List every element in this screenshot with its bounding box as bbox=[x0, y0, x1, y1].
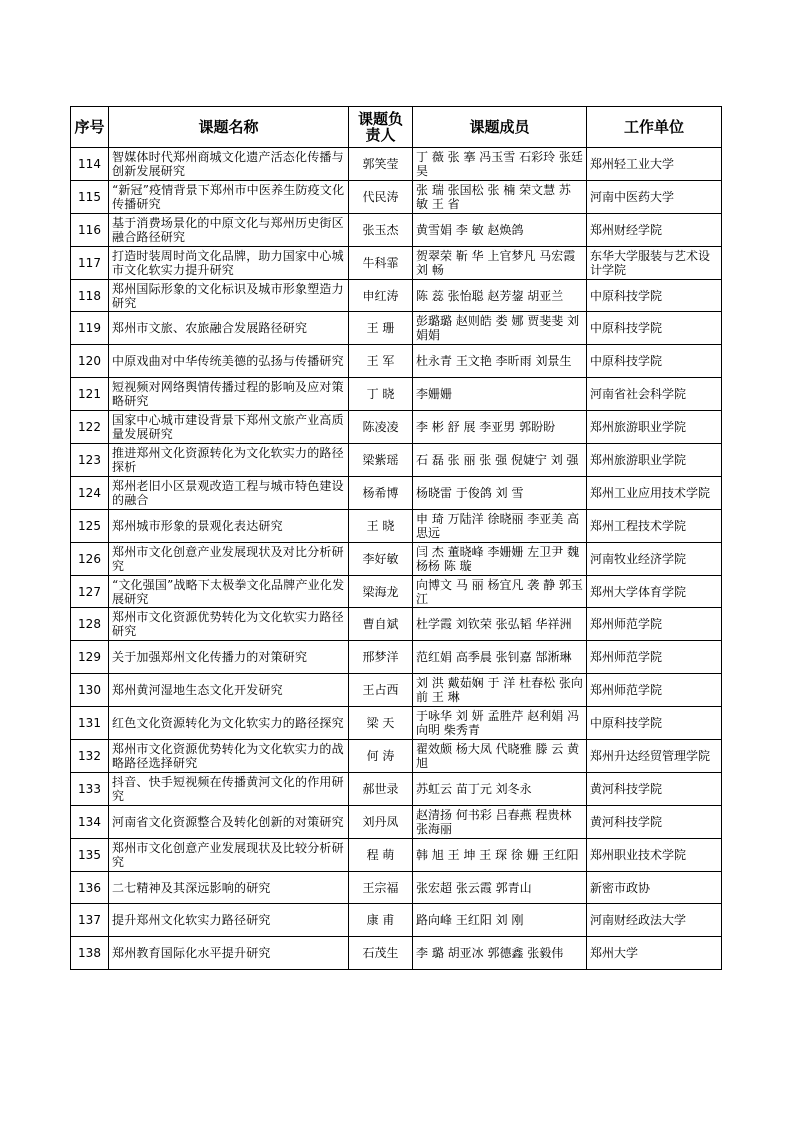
row-lead: 梁紫瑶 bbox=[349, 444, 413, 477]
header-row bbox=[71, 107, 722, 148]
row-lead: 王占西 bbox=[349, 674, 413, 707]
row-org: 郑州师范学院 bbox=[587, 608, 722, 641]
row-org: 郑州工业应用技术学院 bbox=[587, 476, 722, 509]
row-org: 郑州大学 bbox=[587, 937, 722, 970]
row-title: 关于加强郑州文化传播力的对策研究 bbox=[109, 641, 349, 674]
row-num: 128 bbox=[71, 608, 109, 641]
row-title: 郑州老旧小区景观改造工程与城市特色建设的融合 bbox=[109, 476, 349, 509]
row-num: 119 bbox=[71, 312, 109, 345]
row-org: 中原科技学院 bbox=[587, 345, 722, 378]
row-title: 中原戏曲对中华传统美德的弘扬与传播研究 bbox=[109, 345, 349, 378]
row-title: 郑州市文化资源优势转化为文化软实力路径研究 bbox=[109, 608, 349, 641]
table-row bbox=[71, 148, 722, 181]
row-title: 河南省文化资源整合及转化创新的对策研究 bbox=[109, 805, 349, 838]
row-lead: 王宗福 bbox=[349, 871, 413, 904]
row-lead: 王 军 bbox=[349, 345, 413, 378]
row-num: 123 bbox=[71, 444, 109, 477]
header-members: 课题成员 bbox=[413, 107, 587, 148]
row-title: 智媒体时代郑州商城文化遗产活态化传播与创新发展研究 bbox=[109, 148, 349, 181]
row-lead: 刘丹凤 bbox=[349, 805, 413, 838]
row-lead: 王 珊 bbox=[349, 312, 413, 345]
row-members: 杜学霞 刘钦荣 张弘韬 华祥洲 bbox=[413, 608, 587, 641]
table-row bbox=[71, 509, 722, 542]
row-num: 129 bbox=[71, 641, 109, 674]
row-org: 黄河科技学院 bbox=[587, 772, 722, 805]
table-row bbox=[71, 641, 722, 674]
row-lead: 石茂生 bbox=[349, 937, 413, 970]
row-org: 中原科技学院 bbox=[587, 707, 722, 740]
row-num: 122 bbox=[71, 411, 109, 444]
row-lead: 何 涛 bbox=[349, 740, 413, 773]
row-num: 120 bbox=[71, 345, 109, 378]
row-members: 李 彬 舒 展 李亚男 郭盼盼 bbox=[413, 411, 587, 444]
row-lead: 牛科霏 bbox=[349, 246, 413, 279]
row-members: 贺翠荣 靳 华 上官梦凡 马宏霞 刘 畅 bbox=[413, 246, 587, 279]
table-row bbox=[71, 904, 722, 937]
table-row bbox=[71, 674, 722, 707]
table-row bbox=[71, 444, 722, 477]
row-org: 郑州旅游职业学院 bbox=[587, 444, 722, 477]
row-num: 130 bbox=[71, 674, 109, 707]
row-members: 范红娟 高季晨 张钊嘉 郜淅琳 bbox=[413, 641, 587, 674]
row-members: 石 磊 张 丽 张 强 倪婕宁 刘 强 bbox=[413, 444, 587, 477]
row-lead: 郭笑莹 bbox=[349, 148, 413, 181]
row-num: 115 bbox=[71, 180, 109, 213]
row-title: “文化强国”战略下太极拳文化品牌产业化发展研究 bbox=[109, 575, 349, 608]
row-title: 郑州市文旅、农旅融合发展路径研究 bbox=[109, 312, 349, 345]
row-lead: 梁海龙 bbox=[349, 575, 413, 608]
row-num: 125 bbox=[71, 509, 109, 542]
row-lead: 康 甫 bbox=[349, 904, 413, 937]
row-num: 127 bbox=[71, 575, 109, 608]
row-members: 杨晓雷 于俊鸽 刘 雪 bbox=[413, 476, 587, 509]
table-row bbox=[71, 378, 722, 411]
row-members: 申 琦 万陆洋 徐晓丽 李亚美 高思远 bbox=[413, 509, 587, 542]
row-lead: 梁 天 bbox=[349, 707, 413, 740]
row-lead: 张玉杰 bbox=[349, 213, 413, 246]
row-org: 郑州轻工业大学 bbox=[587, 148, 722, 181]
projects-table bbox=[70, 106, 722, 970]
table-body bbox=[71, 148, 722, 970]
row-num: 137 bbox=[71, 904, 109, 937]
row-lead: 杨希博 bbox=[349, 476, 413, 509]
row-num: 135 bbox=[71, 838, 109, 871]
row-lead: 李好敏 bbox=[349, 542, 413, 575]
row-title: 推进郑州文化资源转化为文化软实力的路径探析 bbox=[109, 444, 349, 477]
row-org: 东华大学服装与艺术设计学院 bbox=[587, 246, 722, 279]
row-lead: 邢梦洋 bbox=[349, 641, 413, 674]
row-org: 黄河科技学院 bbox=[587, 805, 722, 838]
row-lead: 曹自斌 bbox=[349, 608, 413, 641]
row-org: 新密市政协 bbox=[587, 871, 722, 904]
row-num: 116 bbox=[71, 213, 109, 246]
row-title: 郑州城市形象的景观化表达研究 bbox=[109, 509, 349, 542]
row-num: 114 bbox=[71, 148, 109, 181]
row-title: 打造时装周时尚文化品牌，助力国家中心城市文化软实力提升研究 bbox=[109, 246, 349, 279]
row-num: 131 bbox=[71, 707, 109, 740]
row-title: 基于消费场景化的中原文化与郑州历史街区融合路径研究 bbox=[109, 213, 349, 246]
row-org: 河南省社会科学院 bbox=[587, 378, 722, 411]
table-row bbox=[71, 838, 722, 871]
table-row bbox=[71, 246, 722, 279]
row-members: 陈 蕊 张怡聪 赵芳鋆 胡亚兰 bbox=[413, 279, 587, 312]
table-row bbox=[71, 180, 722, 213]
row-org: 中原科技学院 bbox=[587, 312, 722, 345]
header-title: 课题名称 bbox=[109, 107, 349, 148]
header-lead: 课题负责人 bbox=[349, 107, 413, 148]
row-members: 向博文 马 丽 杨宜凡 袭 静 郭玉江 bbox=[413, 575, 587, 608]
table-row bbox=[71, 575, 722, 608]
row-lead: 申红涛 bbox=[349, 279, 413, 312]
row-members: 杜永青 王文艳 李昕雨 刘景生 bbox=[413, 345, 587, 378]
row-title: 郑州黄河湿地生态文化开发研究 bbox=[109, 674, 349, 707]
row-org: 河南牧业经济学院 bbox=[587, 542, 722, 575]
row-title: 郑州市文化资源优势转化为文化软实力的战略路径选择研究 bbox=[109, 740, 349, 773]
table-row bbox=[71, 772, 722, 805]
table-row bbox=[71, 805, 722, 838]
table-row bbox=[71, 279, 722, 312]
row-members: 翟效颇 杨大凤 代晓雅 滕 云 黄 旭 bbox=[413, 740, 587, 773]
row-num: 118 bbox=[71, 279, 109, 312]
row-num: 124 bbox=[71, 476, 109, 509]
row-title: 国家中心城市建设背景下郑州文旅产业高质量发展研究 bbox=[109, 411, 349, 444]
row-org: 河南中医药大学 bbox=[587, 180, 722, 213]
table-row bbox=[71, 707, 722, 740]
row-org: 郑州大学体育学院 bbox=[587, 575, 722, 608]
row-num: 133 bbox=[71, 772, 109, 805]
row-members: 李 璐 胡亚冰 郭德鑫 张毅伟 bbox=[413, 937, 587, 970]
row-org: 郑州旅游职业学院 bbox=[587, 411, 722, 444]
row-title: 抖音、快手短视频在传播黄河文化的作用研究 bbox=[109, 772, 349, 805]
row-members: 张宏超 张云霞 郭青山 bbox=[413, 871, 587, 904]
row-num: 132 bbox=[71, 740, 109, 773]
row-org: 郑州师范学院 bbox=[587, 641, 722, 674]
row-members: 丁 薇 张 搴 冯玉雪 石彩玲 张廷昊 bbox=[413, 148, 587, 181]
header-org: 工作单位 bbox=[587, 107, 722, 148]
row-lead: 王 晓 bbox=[349, 509, 413, 542]
table-row bbox=[71, 542, 722, 575]
table-row bbox=[71, 740, 722, 773]
row-lead: 代民涛 bbox=[349, 180, 413, 213]
row-num: 138 bbox=[71, 937, 109, 970]
row-lead: 丁 晓 bbox=[349, 378, 413, 411]
row-num: 126 bbox=[71, 542, 109, 575]
row-org: 郑州升达经贸管理学院 bbox=[587, 740, 722, 773]
row-title: 郑州国际形象的文化标识及城市形象塑造力研究 bbox=[109, 279, 349, 312]
table-row bbox=[71, 345, 722, 378]
row-title: “新冠”疫情背景下郑州市中医养生防疫文化传播研究 bbox=[109, 180, 349, 213]
table-row bbox=[71, 312, 722, 345]
row-num: 136 bbox=[71, 871, 109, 904]
row-org: 郑州师范学院 bbox=[587, 674, 722, 707]
row-members: 黄雪娟 李 敏 赵焕鸽 bbox=[413, 213, 587, 246]
row-lead: 程 萌 bbox=[349, 838, 413, 871]
row-members: 于咏华 刘 妍 孟胜芹 赵利娟 冯向明 柴秀青 bbox=[413, 707, 587, 740]
table-row bbox=[71, 608, 722, 641]
row-org: 郑州职业技术学院 bbox=[587, 838, 722, 871]
row-members: 赵清扬 何书彩 吕春燕 程贵林 张海丽 bbox=[413, 805, 587, 838]
row-members: 刘 洪 戴茹娴 于 洋 杜春松 张向前 王 琳 bbox=[413, 674, 587, 707]
row-org: 中原科技学院 bbox=[587, 279, 722, 312]
table-row bbox=[71, 476, 722, 509]
row-title: 红色文化资源转化为文化软实力的路径探究 bbox=[109, 707, 349, 740]
table-row bbox=[71, 937, 722, 970]
row-members: 闫 杰 董晓峰 李姗姗 左卫尹 魏杨杨 陈 璇 bbox=[413, 542, 587, 575]
row-title: 郑州市文化创意产业发展现状及对比分析研究 bbox=[109, 542, 349, 575]
row-title: 郑州市文化创意产业发展现状及比较分析研究 bbox=[109, 838, 349, 871]
row-org: 河南财经政法大学 bbox=[587, 904, 722, 937]
row-title: 郑州教育国际化水平提升研究 bbox=[109, 937, 349, 970]
table-row bbox=[71, 871, 722, 904]
table-row bbox=[71, 411, 722, 444]
row-members: 苏虹云 苗丁元 刘冬永 bbox=[413, 772, 587, 805]
row-org: 郑州财经学院 bbox=[587, 213, 722, 246]
row-num: 134 bbox=[71, 805, 109, 838]
row-lead: 郝世录 bbox=[349, 772, 413, 805]
row-members: 韩 旭 王 坤 王 琛 徐 姗 王红阳 bbox=[413, 838, 587, 871]
row-lead: 陈凌凌 bbox=[349, 411, 413, 444]
row-members: 张 瑞 张国松 张 楠 荣文慧 苏 敏 王 省 bbox=[413, 180, 587, 213]
header-num: 序号 bbox=[71, 107, 109, 148]
row-members: 彭璐璐 赵则皓 娄 娜 贾斐斐 刘娟娟 bbox=[413, 312, 587, 345]
row-title: 提升郑州文化软实力路径研究 bbox=[109, 904, 349, 937]
table-row bbox=[71, 213, 722, 246]
row-members: 路向峰 王红阳 刘 刚 bbox=[413, 904, 587, 937]
row-title: 短视频对网络舆情传播过程的影响及应对策略研究 bbox=[109, 378, 349, 411]
row-members: 李姗姗 bbox=[413, 378, 587, 411]
row-org: 郑州工程技术学院 bbox=[587, 509, 722, 542]
row-num: 117 bbox=[71, 246, 109, 279]
row-title: 二七精神及其深远影响的研究 bbox=[109, 871, 349, 904]
row-num: 121 bbox=[71, 378, 109, 411]
